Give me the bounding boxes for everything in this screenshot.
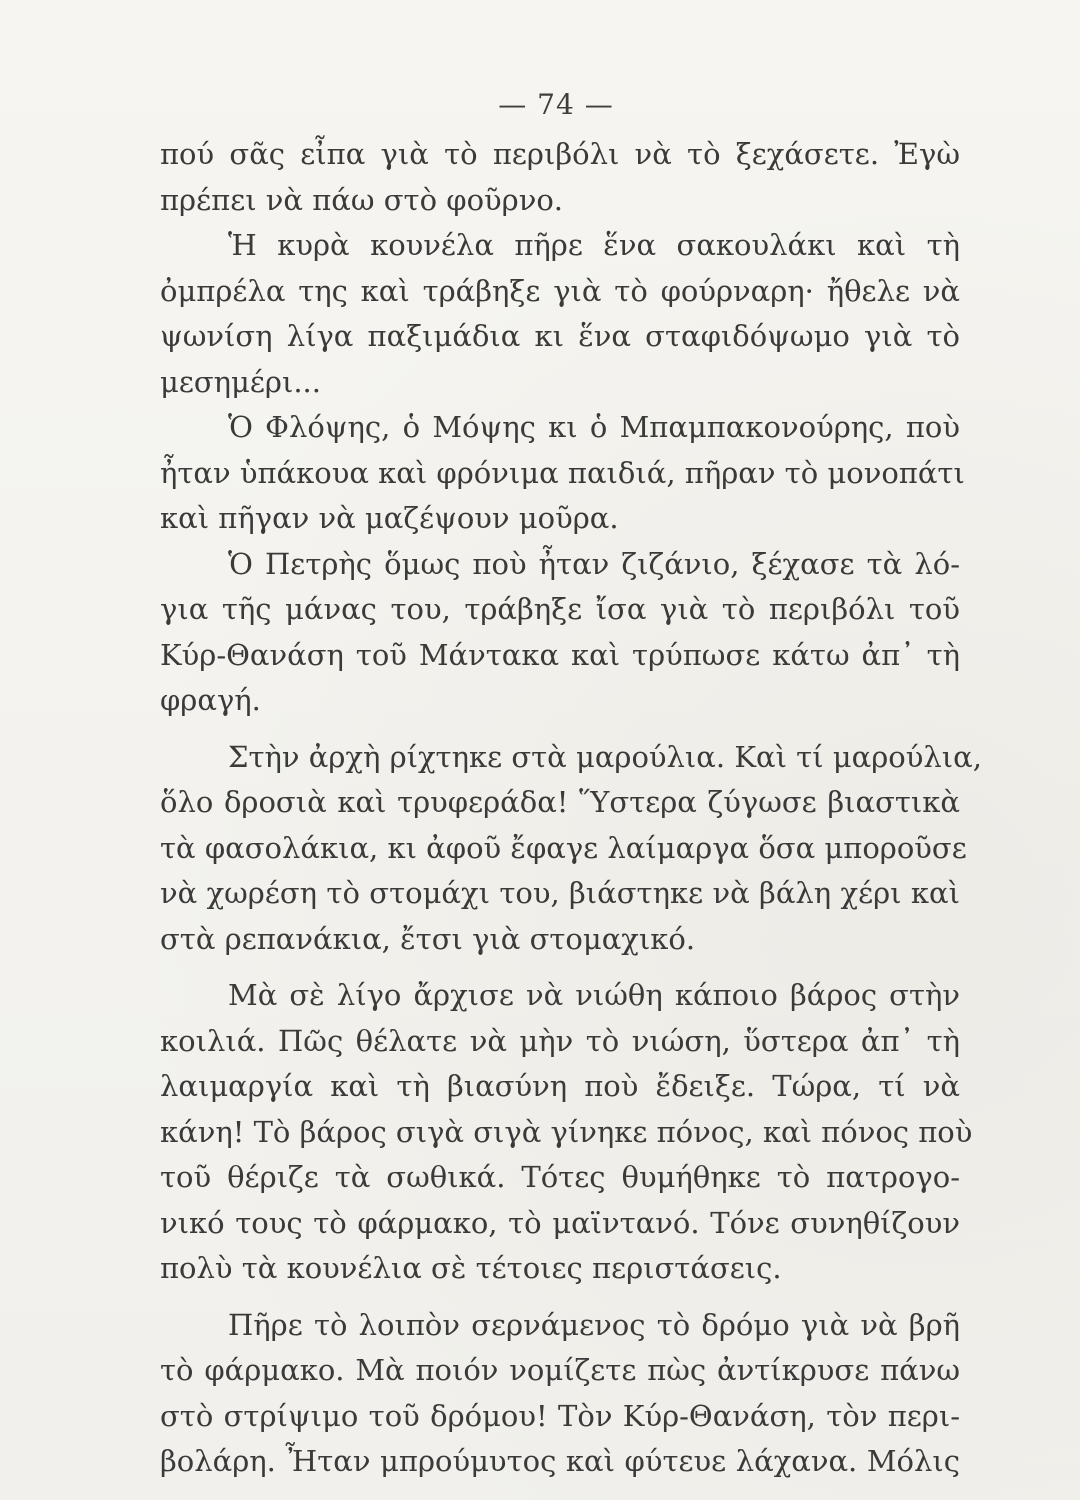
body-text [160,132,982,1485]
text-line: ἦταν ὑπάκουα καὶ φρόνιμα παιδιά, πῆραν τὸ μονοπάτι [160,455,965,490]
text-line: κοιλιά. Πῶς θέλατε νὰ μὴν τὸ νιώση, ὕστερα ἀπ᾽ τὴ [160,1023,960,1058]
text-line: τοῦ θέριζε τὰ σωθικά. Τότες θυμήθηκε τὸ πατρογο- [160,1160,960,1194]
paragraph-start-line: Ἡ κυρὰ κουνέλα πῆρε ἕνα σακουλάκι καὶ τὴ [228,228,960,262]
paragraph-gap [160,962,960,973]
text-line: καὶ πῆγαν νὰ μαζέψουν μοῦρα. [160,501,619,535]
text-line: τὸ φάρμακο. Μὰ ποιόν νομίζετε πὼς ἀντίκρυσε πάνω [160,1353,960,1387]
text-line: τὰ φασολάκια, κι ἀφοῦ ἔφαγε λαίμαργα ὅσα μποροῦσε [160,830,967,865]
text-line: στὰ ρεπανάκια, ἔτσι γιὰ στομαχικό. [160,921,696,956]
text-line: νὰ χωρέση τὸ στομάχι του, βιάστηκε νὰ βάλη χέρι καὶ [160,876,960,910]
paragraph-start-line: Ὁ Φλόψης, ὁ Μόψης κι ὁ Μπαμπακονούρης, ποὺ [228,410,960,444]
paragraph-gap [160,1292,960,1303]
text-line: Κύρ-Θανάση τοῦ Μάντακα καὶ τρύπωσε κάτω ἀπ᾽ τὴ [160,637,960,672]
text-line: πού σᾶς εἶπα γιὰ τὸ περιβόλι νὰ τὸ ξεχάσετε. Ἐγὼ [160,137,960,171]
paragraph-gap [160,724,960,735]
paragraph-start-line: Ὁ Πετρὴς ὅμως ποὺ ἦταν ζιζάνιο, ξέχασε τὰ λό- [228,546,960,581]
text-line: λαιμαργία καὶ τὴ βιασύνη ποὺ ἔδειξε. Τώρα, τί νὰ [160,1069,960,1103]
text-line: μεσημέρι... [160,364,321,399]
text-line: φραγή. [160,683,261,717]
paragraph-start-line: Πῆρε τὸ λοιπὸν σερνάμενος τὸ δρόμο γιὰ νὰ βρῆ [228,1307,960,1342]
text-line: βολάρη. Ἦταν μπρούμυτος καὶ φύτευε λάχανα. Μόλις [160,1444,960,1478]
text-line: κάνη! Τὸ βάρος σιγὰ σιγὰ γίνηκε πόνος, καὶ πόνος ποὺ [160,1114,973,1149]
paragraph-start-line: Μὰ σὲ λίγο ἄρχισε νὰ νιώθη κάποιο βάρος στὴν [228,978,960,1012]
text-line: πρέπει νὰ πάω στὸ φοῦρνο. [160,182,564,217]
text-line: για τῆς μάνας του, τράβηξε ἴσα γιὰ τὸ περιβόλι τοῦ [160,592,960,626]
paragraph-start-line: Στὴν ἀρχὴ ρίχτηκε στὰ μαρούλια. Καὶ τί μαρούλια, [228,739,982,774]
text-line: νικό τους τὸ φάρμακο, τὸ μαϊντανό. Τόνε συνηθίζουν [160,1205,960,1240]
text-line: πολὺ τὰ κουνέλια σὲ τέτοιες περιστάσεις. [160,1251,782,1285]
page-number: — 74 — [498,88,614,121]
text-line: ὅλο δροσιὰ καὶ τρυφεράδα! Ὕστερα ζύγωσε βιαστικὰ [160,785,960,819]
text-line: ὀμπρέλα της καὶ τράβηξε γιὰ τὸ φούρναρη· ἤθελε νὰ [160,273,960,308]
text-line: ψωνίση λίγα παξιμάδια κι ἕνα σταφιδόψωμο γιὰ τὸ [160,319,960,353]
text-line: στὸ στρίψιμο τοῦ δρόμου! Τὸν Κύρ-Θανάση, τὸν περι- [160,1398,960,1433]
